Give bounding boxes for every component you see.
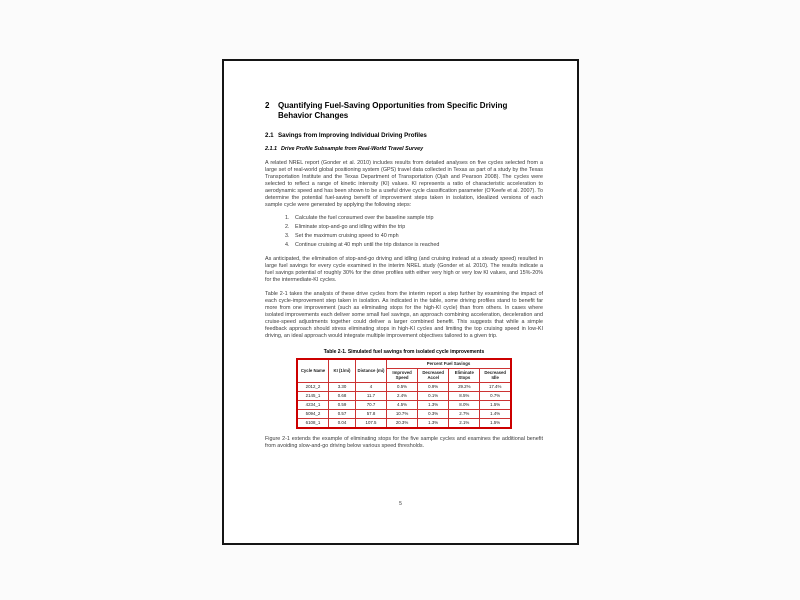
table-cell: 0.1% <box>418 391 449 400</box>
column-header-decreased-accel: Decreased Accel <box>418 368 449 382</box>
table-cell: 11.7 <box>356 391 387 400</box>
section-title: Quantifying Fuel-Saving Opportunities from Specific Driving Behavior Changes <box>278 101 508 120</box>
table-cell: 0.59 <box>329 400 356 409</box>
paragraph-intro: A related NREL report (Gonder et al. 2010) includes results from detailed analyses on five cycles selected from a large set of real-world global positioning system (GPS) travel data collected in Texas as part of a study by the Texas Transportation Institute and the Texas Department of Transportation (Ojah and Pearson 2008). The cycles were selected to reflect a range of kinetic intensity (KI) values. KI represents a ratio of characteristic acceleration to aerodynamic speed and has been shown to be a useful drive cycle classification parameter (O'Keefe et al. 2007). To determine the potential fuel-saving benefit of improvement steps taken in isolation, idealized versions of each sample cycle were generated by applying the following steps: <box>265 159 543 208</box>
subsubsection-title: Drive Profile Subsample from Real-World Travel Survey <box>281 146 424 152</box>
subsection-title: Savings from Improving Individual Driving Profiles <box>278 132 427 139</box>
table-row <box>297 418 511 428</box>
table-cell: 57.8 <box>356 409 387 418</box>
paragraph-table-discussion: Table 2-1 takes the analysis of these drive cycles from the interim report a step further by examining the impact of each cycle-improvement step taken in isolation. As indicated in the table, some driving profiles stand to benefit far more from one improvement (such as eliminating stops for the high-KI cycle) than from others. In cases where isolated improvements each deliver some small fuel savings, an approach combining acceleration, deceleration and cruise-speed adjustments together could deliver a larger combined benefit. This suggests that while a simple feedback approach should stress eliminating stops in high-KI cycles and limiting the top cruising speed in low-KI driving, an ideal approach would integrate multiple improvement objectives tailored to a given trip. <box>265 290 543 339</box>
list-item-number: 2. <box>285 223 290 230</box>
table-cell: 1.3% <box>418 400 449 409</box>
table-cell: 2.7% <box>449 409 480 418</box>
page-number: 5 <box>399 501 402 507</box>
table-cell: 0.3% <box>418 409 449 418</box>
table-cell: 20.3% <box>387 418 418 428</box>
subsubsection-number: 2.1.1 <box>265 146 277 152</box>
subsection-number: 2.1 <box>265 132 274 139</box>
table-cell: 2145_1 <box>297 391 329 400</box>
table-cell: 0.57 <box>329 409 356 418</box>
document-page <box>222 59 579 545</box>
list-item <box>285 224 543 231</box>
table-cell: 1.4% <box>480 409 511 418</box>
table-caption: Table 2-1. Simulated fuel savings from isolated cycle improvements <box>323 348 485 355</box>
table-cell: 5094_2 <box>297 409 329 418</box>
table-header <box>297 359 511 383</box>
table-cell: 1.3% <box>418 418 449 428</box>
column-header-cycle-name: Cycle Name <box>297 359 329 383</box>
table-row <box>297 409 511 418</box>
table-cell: 0.9% <box>418 382 449 391</box>
list-item-number: 3. <box>285 233 290 240</box>
table-cell: 0.7% <box>480 391 511 400</box>
table-cell: 70.7 <box>356 400 387 409</box>
table-cell: 0.04 <box>329 418 356 428</box>
table-cell: 10.7% <box>387 409 418 418</box>
list-item-text: Continue cruising at 40 mph until the trip distance is reached <box>295 242 440 249</box>
table-cell: 17.4% <box>480 382 511 391</box>
table-cell: 6108_1 <box>297 418 329 428</box>
paragraph-results: As anticipated, the elimination of stop-and-go driving and idling (and cruising instead at a steady speed) resulted in large fuel savings for every cycle examined in the interim NREL study (Gonder et al. 2010). The results indicate a fuel savings potential of roughly 30% for the drive profiles with either very high or very low KI values, and 15%-20% for the intermediate-KI cycles. <box>265 255 543 283</box>
table-cell: 0.68 <box>329 391 356 400</box>
table-cell: 8.0% <box>449 400 480 409</box>
column-header-ki: KI (1/mi) <box>329 359 356 383</box>
subsubsection-heading <box>265 146 543 153</box>
list-item-text: Eliminate stop-and-go and idling within the trip <box>295 223 406 230</box>
table-cell: 1.5% <box>480 418 511 428</box>
column-header-eliminate-stops: Eliminate Stops <box>449 368 480 382</box>
table-header-row <box>297 359 511 369</box>
column-header-improved-speed: Improved Speed <box>387 368 418 382</box>
table-cell: 107.5 <box>356 418 387 428</box>
fuel-savings-table <box>296 358 512 429</box>
list-item-text: Calculate the fuel consumed over the baseline sample trip <box>295 214 434 221</box>
table-row <box>297 391 511 400</box>
table-cell: 4 <box>356 382 387 391</box>
column-group-header-percent-fuel-savings: Percent Fuel Savings <box>387 359 512 369</box>
table-row <box>297 382 511 391</box>
list-item-text: Set the maximum cruising speed to 40 mph <box>295 233 399 240</box>
list-item <box>285 215 543 222</box>
table-cell: 2.1% <box>449 418 480 428</box>
section-number: 2 <box>265 101 270 110</box>
table-cell: 8.5% <box>449 391 480 400</box>
table-cell: 1.5% <box>480 400 511 409</box>
table-cell: 2.4% <box>387 391 418 400</box>
table-cell: 29.2% <box>449 382 480 391</box>
table-cell: 4234_1 <box>297 400 329 409</box>
table-body <box>297 382 511 428</box>
list-item-number: 1. <box>285 214 290 221</box>
table-cell: 4.5% <box>387 400 418 409</box>
table-cell: 0.5% <box>387 382 418 391</box>
table-cell: 2012_2 <box>297 382 329 391</box>
list-item-number: 4. <box>285 242 290 249</box>
column-header-distance: Distance (mi) <box>356 359 387 383</box>
paragraph-figure-reference: Figure 2-1 extends the example of eliminating stops for the five sample cycles and examines the additional benefit from avoiding slow-and-go driving below various speed thresholds. <box>265 435 543 449</box>
table-row <box>297 400 511 409</box>
column-header-decreased-idle: Decreased Idle <box>480 368 511 382</box>
table-cell: 3.30 <box>329 382 356 391</box>
list-item <box>285 242 543 249</box>
list-item <box>285 233 543 240</box>
section-heading <box>265 101 543 120</box>
steps-list <box>265 215 543 249</box>
subsection-heading <box>265 132 543 139</box>
